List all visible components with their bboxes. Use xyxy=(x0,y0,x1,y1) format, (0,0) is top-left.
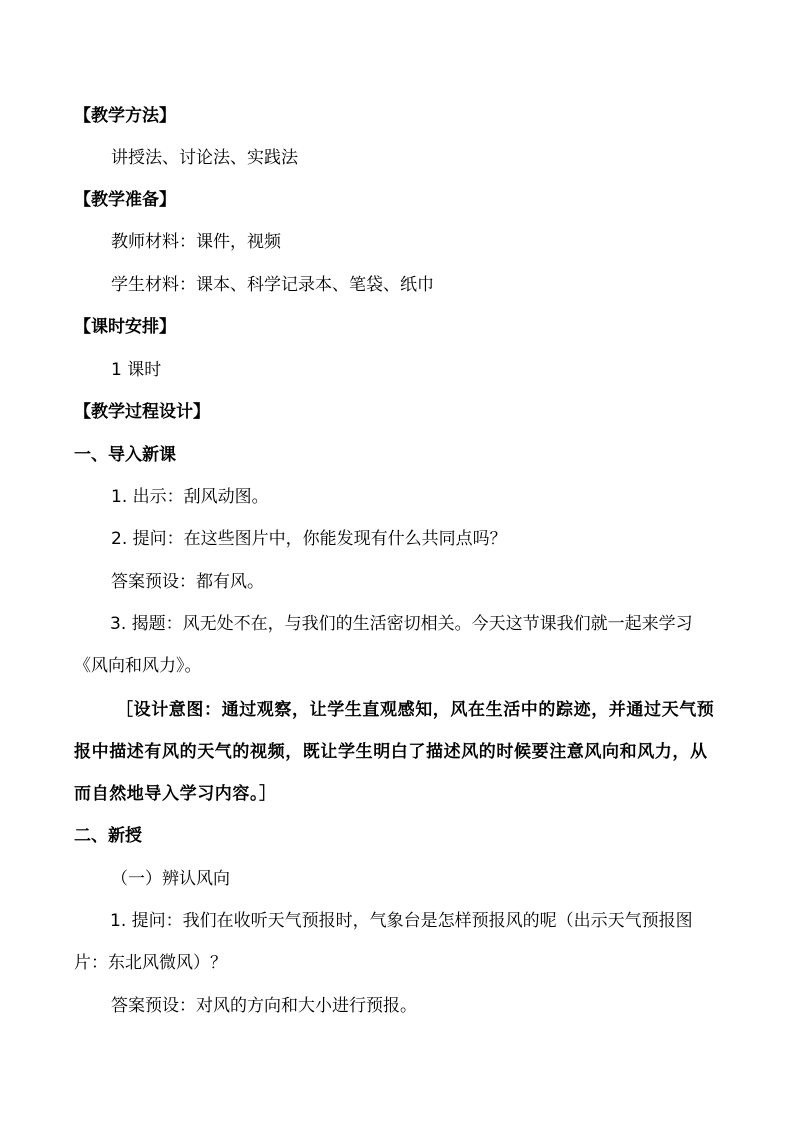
part1-title: 一、导入新课 xyxy=(74,445,176,465)
prep-student-text: 学生材料：课本、科学记录本、笔袋、纸巾 xyxy=(111,275,434,295)
part2-title: 二、新授 xyxy=(74,826,142,846)
design-intent-note: ［设计意图：通过观察，让学生直观感知，风在生活中的踪迹，并通过天气预报中描述有风的天气的视频，既让学生明白了描述风的时候要注意风向和风力，从而自然地导入学习内容。］ xyxy=(74,700,715,804)
schedule-heading: 【课时安排】 xyxy=(74,317,176,337)
part2-step1-paragraph: 1. 提问：我们在收听天气预报时，气象台是怎样预报风的呢（出示天气预报图片：东北风微风）？ xyxy=(74,911,693,973)
part1-step1: 1. 出示：刮风动图。 xyxy=(111,487,269,507)
prep-heading: 【教学准备】 xyxy=(74,190,176,210)
part1-step3-paragraph: 3. 揭题：风无处不在，与我们的生活密切相关。今天这节课我们就一起来学习《风向和风力》。 xyxy=(74,614,693,676)
schedule-text: 1 课时 xyxy=(111,360,162,380)
part2-answer: 答案预设：对风的方向和大小进行预报。 xyxy=(111,996,417,1016)
method-heading: 【教学方法】 xyxy=(74,106,176,126)
part1-answer: 答案预设：都有风。 xyxy=(111,572,264,592)
method-text: 讲授法、讨论法、实践法 xyxy=(111,148,298,168)
prep-teacher-text: 教师材料：课件，视频 xyxy=(111,232,281,252)
part2-subtitle: （一）辨认风向 xyxy=(111,869,230,889)
process-heading: 【教学过程设计】 xyxy=(74,402,210,422)
part1-step2: 2. 提问：在这些图片中，你能发现有什么共同点吗？ xyxy=(111,529,507,549)
